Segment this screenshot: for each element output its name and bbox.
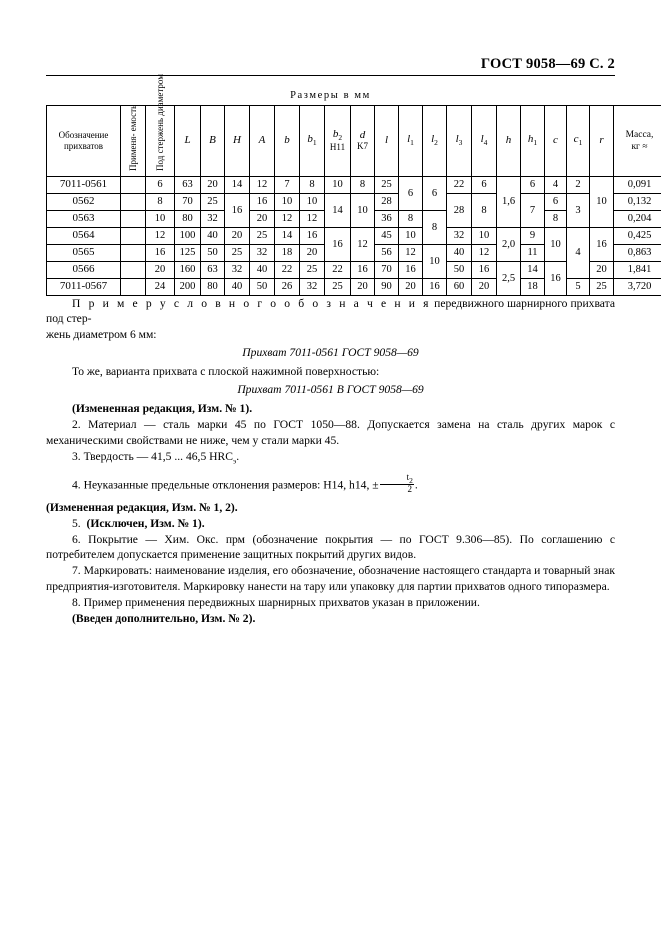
cell-l: 90 <box>375 279 399 296</box>
cell-d: 8 <box>351 177 375 194</box>
cell-A: 16 <box>250 194 275 211</box>
header-H-text: H <box>233 134 241 147</box>
cell-applicability <box>121 228 146 245</box>
cell-rod-diameter: 16 <box>146 245 175 262</box>
header-l1-text: l <box>407 133 411 146</box>
cell-A: 40 <box>250 262 275 279</box>
cell-l3: 28 <box>447 194 472 228</box>
col-header-l1 <box>399 106 423 177</box>
cell-b1: 16 <box>300 228 325 245</box>
table-row <box>47 279 661 296</box>
header-l4-text: l <box>480 133 484 146</box>
item-5-number: 5. <box>72 517 81 531</box>
cell-d: 20 <box>351 279 375 296</box>
header-b1-text: b <box>307 133 313 146</box>
header-designation-text: Обозначение прихватов <box>58 129 109 151</box>
cell-b: 22 <box>275 262 300 279</box>
header-r-text: r <box>599 134 604 147</box>
cell-l3: 40 <box>447 245 472 262</box>
note-added: (Введен дополнительно, Изм. № 2). <box>72 611 256 625</box>
cell-l2: 10 <box>423 245 447 279</box>
item-3-period: . <box>236 449 240 463</box>
cell-b: 7 <box>275 177 300 194</box>
cell-r: 16 <box>590 228 614 262</box>
col-header-l3 <box>447 106 472 177</box>
cell-l: 70 <box>375 262 399 279</box>
cell-L: 200 <box>175 279 201 296</box>
header-l3-sub: 3 <box>458 138 463 148</box>
cell-l1: 16 <box>399 262 423 279</box>
col-header-mass <box>614 106 661 177</box>
header-applicability-text: Применя- емость <box>127 105 138 172</box>
note-revision-1-2: (Измененная редакция, Изм. № 1, 2). <box>46 501 238 515</box>
cell-b: 26 <box>275 279 300 296</box>
col-header-L <box>175 106 201 177</box>
cell-applicability <box>121 245 146 262</box>
cell-r: 25 <box>590 279 614 296</box>
example-code-2: Прихват 7011-0561 В ГОСТ 9058—69 <box>237 383 424 397</box>
header-rule <box>46 75 615 76</box>
col-header-c <box>545 106 567 177</box>
item-6: 6. Покрытие — Хим. Окс. прм (обозначение покрытия — по ГОСТ 9.306—85). По соглашению с потребителем допускается применение защитных покрытий других видов. <box>46 533 615 562</box>
header-l-text: l <box>384 134 389 147</box>
cell-rod-diameter: 20 <box>146 262 175 279</box>
cell-l: 28 <box>375 194 399 211</box>
cell-H: 40 <box>225 279 250 296</box>
cell-c: 16 <box>545 262 567 296</box>
item-3-subscript: э <box>232 455 237 465</box>
cell-A: 50 <box>250 279 275 296</box>
cell-L: 160 <box>175 262 201 279</box>
example-label: П р и м е р у с л о в н о г о о б о з н а ч е н и я <box>72 297 432 310</box>
cell-b1: 8 <box>300 177 325 194</box>
cell-designation: 7011-0561 <box>47 177 121 194</box>
cell-l2: 8 <box>423 211 447 245</box>
cell-B: 40 <box>201 228 225 245</box>
cell-l: 25 <box>375 177 399 194</box>
cell-h1: 14 <box>521 262 545 279</box>
cell-rod-diameter: 8 <box>146 194 175 211</box>
standard-title: ГОСТ 9058—69 С. 2 <box>480 56 615 72</box>
item-3 <box>46 449 615 466</box>
example-variant-label: То же, варианта прихвата с плоской нажимной поверхностью: <box>72 365 380 379</box>
cell-l: 45 <box>375 228 399 245</box>
cell-rod-diameter: 24 <box>146 279 175 296</box>
col-header-l2 <box>423 106 447 177</box>
cell-c: 6 <box>545 194 567 211</box>
header-mass-line2: кг ≈ <box>631 142 648 152</box>
cell-b: 12 <box>275 211 300 228</box>
col-header-applicability <box>121 106 146 177</box>
header-h1-text: h <box>527 133 534 146</box>
cell-L: 125 <box>175 245 201 262</box>
table-row <box>47 194 661 211</box>
example-paragraph <box>46 296 615 326</box>
col-header-H <box>225 106 250 177</box>
cell-A: 25 <box>250 228 275 245</box>
cell-l3: 60 <box>447 279 472 296</box>
cell-designation: 0566 <box>47 262 121 279</box>
item-4-text: 4. Неуказанные предельные отклонения размеров: Н14, h14, ± <box>72 478 379 492</box>
cell-b1: 25 <box>300 262 325 279</box>
fraction-numerator: t <box>406 471 410 482</box>
col-header-rod-diameter <box>146 74 175 177</box>
cell-b1: 10 <box>300 194 325 211</box>
header-B-text: B <box>209 134 216 147</box>
tolerance-fraction <box>380 473 414 495</box>
cell-H: 16 <box>225 194 250 228</box>
cell-h1: 18 <box>521 279 545 296</box>
cell-l4: 10 <box>472 228 497 245</box>
cell-A: 32 <box>250 245 275 262</box>
cell-rod-diameter: 10 <box>146 211 175 228</box>
cell-designation: 7011-0567 <box>47 279 121 296</box>
item-5 <box>46 516 615 531</box>
item-7: 7. Маркировать: наименование изделия, его обозначение, обозначение настоящего стандарта и товарный знак предприятия-изготовителя. Маркировку нанести на тару или упаковку для партии прихватов одного типоразмера. <box>46 564 615 593</box>
header-c1-sub: 1 <box>578 138 583 148</box>
item-5-text: (Исключен, Изм. № 1). <box>86 517 205 531</box>
header-l1-sub: 1 <box>410 138 414 148</box>
cell-l4: 6 <box>472 177 497 194</box>
cell-l4: 8 <box>472 194 497 228</box>
cell-mass: 0,132 <box>614 194 661 211</box>
header-h-text: h <box>505 134 512 147</box>
cell-B: 80 <box>201 279 225 296</box>
cell-L: 70 <box>175 194 201 211</box>
header-c1-text: c <box>573 133 579 146</box>
cell-B: 25 <box>201 194 225 211</box>
fraction-denominator: 2 <box>407 484 412 495</box>
item-4 <box>46 473 615 495</box>
cell-designation: 0565 <box>47 245 121 262</box>
cell-l2: 16 <box>423 279 447 296</box>
header-mass-line1: Масса, <box>625 130 654 141</box>
cell-l: 36 <box>375 211 399 228</box>
cell-h: 2,0 <box>497 228 521 262</box>
cell-mass: 0,204 <box>614 211 661 228</box>
col-header-b1 <box>300 106 325 177</box>
cell-b1: 32 <box>300 279 325 296</box>
cell-H: 20 <box>225 228 250 245</box>
cell-H: 25 <box>225 245 250 262</box>
col-header-h1 <box>521 106 545 177</box>
cell-designation: 0563 <box>47 211 121 228</box>
header-l4-sub: 4 <box>483 138 488 148</box>
col-header-d <box>351 106 375 177</box>
col-header-b2 <box>325 106 351 177</box>
table-row <box>47 228 661 245</box>
header-l2-text: l <box>431 133 435 146</box>
cell-mass: 1,841 <box>614 262 661 279</box>
cell-mass: 3,720 <box>614 279 661 296</box>
cell-r: 10 <box>590 177 614 228</box>
table-caption: Размеры в мм <box>290 90 371 101</box>
cell-h1: 7 <box>521 194 545 228</box>
cell-d: 16 <box>351 262 375 279</box>
cell-c1: 5 <box>567 279 590 296</box>
cell-mass: 0,863 <box>614 245 661 262</box>
col-header-l <box>375 106 399 177</box>
header-b1-sub: 1 <box>312 138 317 148</box>
cell-H: 32 <box>225 262 250 279</box>
col-header-b <box>275 106 300 177</box>
item-8: 8. Пример применения передвижных шарнирных прихватов указан в приложении. <box>72 595 480 609</box>
cell-b: 14 <box>275 228 300 245</box>
cell-B: 63 <box>201 262 225 279</box>
cell-B: 50 <box>201 245 225 262</box>
cell-B: 20 <box>201 177 225 194</box>
cell-designation: 0564 <box>47 228 121 245</box>
cell-b2: 22 <box>325 262 351 279</box>
page-header <box>46 56 615 76</box>
example-line2: жень диаметром 6 мм: <box>46 328 157 342</box>
cell-l3: 22 <box>447 177 472 194</box>
example-code-1: Прихват 7011-0561 ГОСТ 9058—69 <box>242 346 419 360</box>
example-rest: передвижного шарнирного прихвата под стер- <box>46 297 615 326</box>
cell-l1: 12 <box>399 245 423 262</box>
cell-designation: 0562 <box>47 194 121 211</box>
cell-applicability <box>121 177 146 194</box>
header-b2-text: b <box>332 128 339 141</box>
cell-L: 63 <box>175 177 201 194</box>
header-h1-sub: 1 <box>533 138 538 148</box>
cell-b1: 12 <box>300 211 325 228</box>
cell-l4: 12 <box>472 245 497 262</box>
header-b-text: b <box>284 134 290 147</box>
cell-h: 1,6 <box>497 177 521 228</box>
col-header-h <box>497 106 521 177</box>
cell-h1: 11 <box>521 245 545 262</box>
document-body <box>46 296 615 627</box>
item-3-text: 3. Твердость — 41,5 ... 46,5 HRC <box>72 449 233 463</box>
col-header-designation <box>47 106 121 177</box>
col-header-c1 <box>567 106 590 177</box>
note-revision-1: (Измененная редакция, Изм. № 1). <box>72 402 253 416</box>
cell-b: 10 <box>275 194 300 211</box>
cell-mass: 0,091 <box>614 177 661 194</box>
cell-A: 12 <box>250 177 275 194</box>
cell-l1: 20 <box>399 279 423 296</box>
header-d-text: d <box>359 128 366 141</box>
cell-L: 80 <box>175 211 201 228</box>
col-header-B <box>201 106 225 177</box>
cell-l3: 50 <box>447 262 472 279</box>
cell-c1: 3 <box>567 194 590 228</box>
cell-applicability <box>121 194 146 211</box>
cell-c: 10 <box>545 228 567 262</box>
cell-b2: 10 <box>325 177 351 194</box>
cell-b2: 25 <box>325 279 351 296</box>
cell-l: 56 <box>375 245 399 262</box>
header-l2-sub: 2 <box>434 138 438 148</box>
header-l3-text: l <box>455 133 459 146</box>
cell-B: 32 <box>201 211 225 228</box>
cell-l3: 32 <box>447 228 472 245</box>
table-row <box>47 177 661 194</box>
cell-rod-diameter: 12 <box>146 228 175 245</box>
cell-d: 10 <box>351 194 375 228</box>
cell-l1: 6 <box>399 177 423 211</box>
cell-c1: 4 <box>567 228 590 279</box>
header-c-text: c <box>553 134 558 147</box>
cell-c1: 2 <box>567 177 590 194</box>
cell-applicability <box>121 211 146 228</box>
cell-c: 4 <box>545 177 567 194</box>
cell-h1: 6 <box>521 177 545 194</box>
item-4-period: . <box>414 478 418 492</box>
header-b2-sub: 2 <box>338 132 343 142</box>
cell-c: 8 <box>545 211 567 228</box>
cell-H: 14 <box>225 177 250 194</box>
header-d-tol: K7 <box>357 141 368 152</box>
cell-l4: 20 <box>472 279 497 296</box>
cell-b2: 16 <box>325 228 351 262</box>
cell-d: 12 <box>351 228 375 262</box>
item-2: 2. Материал — сталь марки 45 по ГОСТ 1050—88. Допускается замена на сталь других марок с механическими свойствами не ниже, чем у стали марки 45. <box>46 418 615 447</box>
cell-r: 20 <box>590 262 614 279</box>
cell-mass: 0,425 <box>614 228 661 245</box>
cell-b: 18 <box>275 245 300 262</box>
cell-l4: 16 <box>472 262 497 279</box>
fraction-numerator-sub: 2 <box>409 475 413 485</box>
cell-l1: 10 <box>399 228 423 245</box>
header-A-text: A <box>258 134 266 147</box>
cell-l1: 8 <box>399 211 423 228</box>
cell-l2: 6 <box>423 177 447 211</box>
cell-h1: 9 <box>521 228 545 245</box>
header-b2-tol: H11 <box>329 141 346 152</box>
cell-rod-diameter: 6 <box>146 177 175 194</box>
cell-applicability <box>121 262 146 279</box>
col-header-A <box>250 106 275 177</box>
cell-b2: 14 <box>325 194 351 228</box>
header-L-text: L <box>184 134 191 147</box>
col-header-l4 <box>472 106 497 177</box>
cell-h: 2,5 <box>497 262 521 296</box>
header-rod-diameter-text: Под стержень диаметром <box>154 74 165 172</box>
cell-applicability <box>121 279 146 296</box>
cell-A: 20 <box>250 211 275 228</box>
cell-b1: 20 <box>300 245 325 262</box>
cell-L: 100 <box>175 228 201 245</box>
col-header-r <box>590 106 614 177</box>
